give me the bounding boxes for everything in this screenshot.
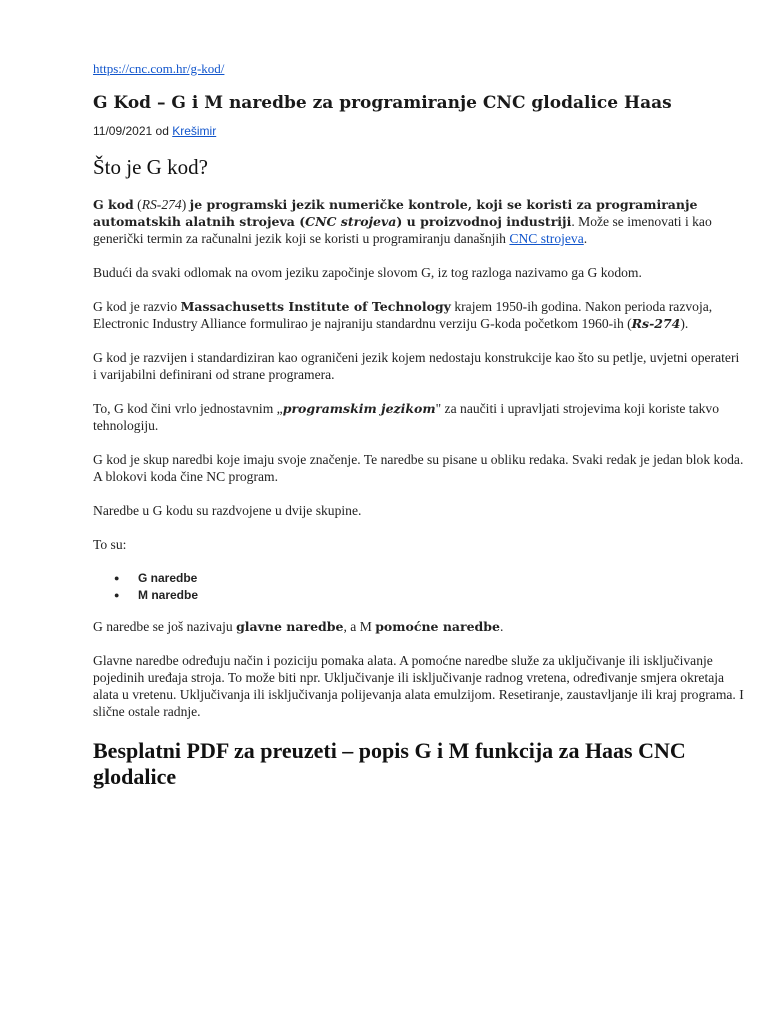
p9-bold-2: pomoćne naredbe bbox=[375, 619, 500, 634]
p1-paren-open: ( bbox=[133, 197, 142, 212]
paragraph-8: To su: bbox=[93, 537, 127, 552]
paragraph-5 bbox=[93, 400, 745, 434]
post-title: G Kod – G i M naredbe za programiranje CNC glodalice Haas bbox=[93, 93, 672, 113]
document-body bbox=[93, 60, 745, 790]
list-item: ● M naredbe bbox=[117, 587, 745, 604]
paragraph-4: G kod je razvijen i standardiziran kao ograničeni jezik kojem nedostaju konstrukcije kao što su petlje, uvjetni operateri i varijabilni definirani od strane programera. bbox=[93, 350, 740, 382]
author-link[interactable]: Krešimir bbox=[172, 124, 217, 138]
p3-text-2: krajem 1950-ih godina. Nakon perioda razvoja, Electronic Industry Alliance formulirao je najraniju standardnu verziju G-koda početkom 1960-ih ( bbox=[93, 299, 713, 331]
source-url-line bbox=[93, 60, 745, 77]
source-url-link[interactable]: https://cnc.com.hr/g-kod/ bbox=[93, 61, 225, 76]
p5-text-2: " za naučiti i upravljati strojevima koji koriste takvo tehnologiju. bbox=[93, 401, 720, 433]
post-by: od bbox=[155, 124, 169, 138]
p1-text-2: . bbox=[583, 231, 588, 246]
post-date: 11/09/2021 bbox=[93, 124, 153, 138]
p1-bold-2: je programski jezik numeričke kontrole, koji se koristi za programiranje automatskih alatnih strojeva ( bbox=[93, 197, 698, 229]
p9-text-2: , a M bbox=[343, 619, 376, 634]
post-meta bbox=[93, 123, 745, 140]
p3-text-3: ). bbox=[680, 316, 689, 331]
p9-text-3: . bbox=[500, 619, 504, 634]
section-heading-what-is-gcode: Što je G kod? bbox=[93, 155, 208, 179]
paragraph-1 bbox=[93, 196, 745, 247]
cnc-machines-link[interactable]: CNC strojeva bbox=[509, 231, 584, 246]
p3-bold-italic-1: Rs-274 bbox=[631, 316, 681, 331]
p1-bold-1: G kod bbox=[93, 197, 134, 212]
p1-italic-1: RS-274 bbox=[141, 197, 182, 212]
paragraph-3 bbox=[93, 298, 745, 332]
paragraph-7: Naredbe u G kodu su razdvojene u dvije skupine. bbox=[93, 503, 362, 518]
p5-text-1: To, G kod čini vrlo jednostavnim „ bbox=[93, 401, 283, 416]
paragraph-2: Budući da svaki odlomak na ovom jeziku započinje slovom G, iz tog razloga nazivamo ga G kodom. bbox=[93, 265, 642, 280]
p9-text-1: G naredbe se još nazivaju bbox=[93, 619, 237, 634]
command-groups-list bbox=[93, 570, 745, 604]
list-item: ● G naredbe bbox=[117, 570, 745, 587]
p9-bold-1: glavne naredbe bbox=[236, 619, 344, 634]
p5-bold-italic-1: programskim jezikom bbox=[282, 401, 436, 416]
p1-bold-italic-1: CNC strojeva bbox=[305, 214, 397, 229]
p1-paren-close: ) bbox=[181, 197, 190, 212]
p1-bold-3: ) u proizvodnoj industriji bbox=[396, 214, 572, 229]
paragraph-10: Glavne naredbe određuju način i poziciju pomaka alata. A pomoćne naredbe služe za uključivanje ili isključivanje pojedinih uređaja stroja. To može biti npr. Uključivanje ili isključivanje radnog vretena, određivanje smjera okretaja alata u vretenu. Uključivanja ili isključivanja polijevanja alata emulzijom. Resetiranje, zaustavljanje ili kraj programa. I slične ostale radnje. bbox=[93, 653, 744, 719]
paragraph-9 bbox=[93, 618, 745, 635]
p1-text-1: . Može se imenovati i kao generički termin za računalni jezik koji se koristi u programiranju današnjih bbox=[93, 214, 712, 246]
p3-bold-1: Massachusetts Institute of Technology bbox=[180, 299, 451, 314]
section-heading-free-pdf: Besplatni PDF za preuzeti – popis G i M funkcija za Haas CNC glodalice bbox=[93, 738, 686, 789]
paragraph-6: G kod je skup naredbi koje imaju svoje značenje. Te naredbe su pisane u obliku redaka. Svaki redak je jedan blok koda. A blokovi koda čine NC program. bbox=[93, 452, 744, 484]
p3-text-1: G kod je razvio bbox=[93, 299, 181, 314]
